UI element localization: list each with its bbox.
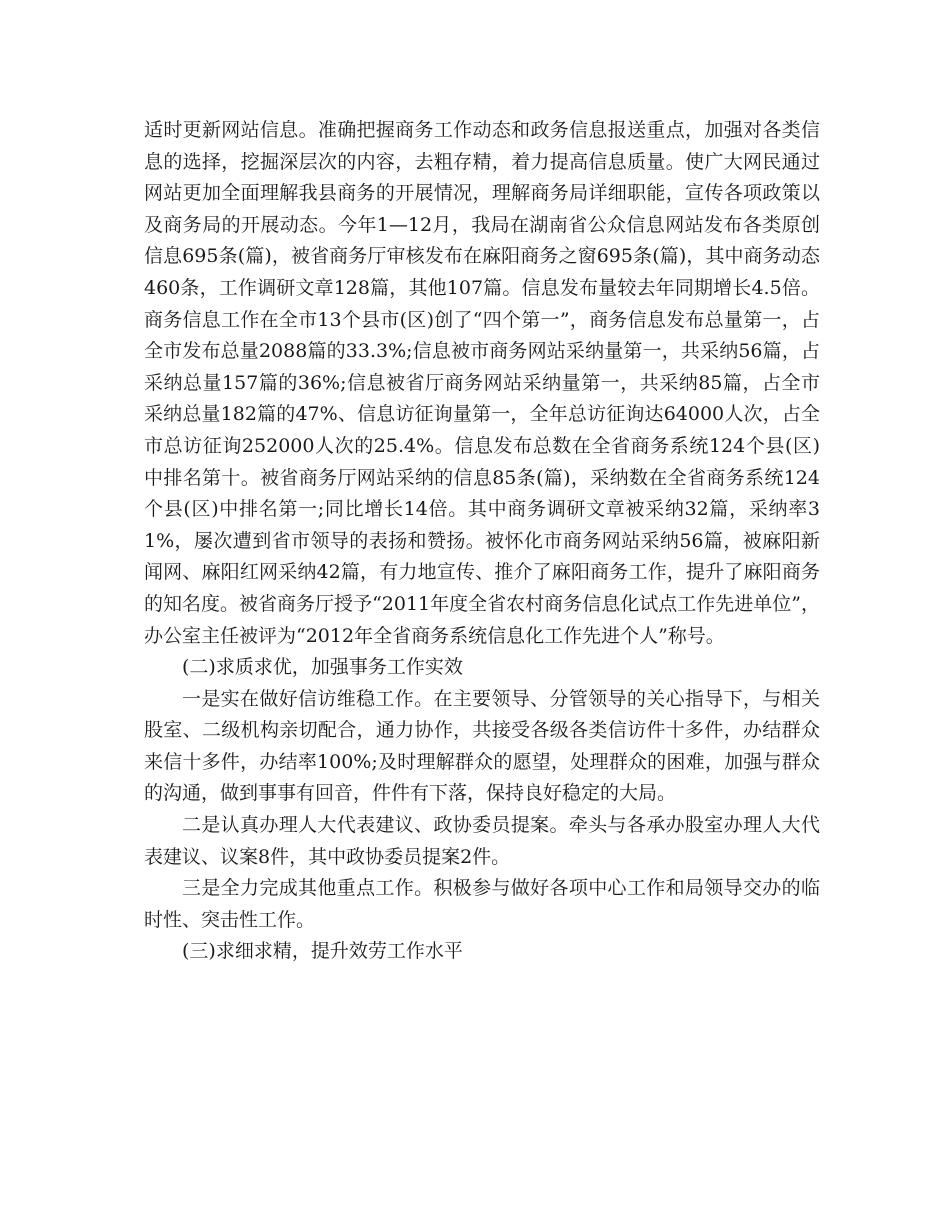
section-heading-2: (二)求质求优，加强事务工作实效 — [182, 656, 463, 679]
paragraph-proposals: 二是认真办理人大代表建议、政协委员提案。牵头与各承办股室办理人大代表建议、议案8件，其中政协委员提案2件。 — [144, 814, 820, 868]
paragraph-other-work: 三是全力完成其他重点工作。积极参与做好各项中心工作和局领导交办的临时性、突击性工作。 — [144, 877, 820, 931]
paragraph-website-info: 适时更新网站信息。准确把握商务工作动态和政务信息报送重点，加强对各类信息的选择，挖掘深层次的内容，去粗存精，着力提高信息质量。使广大网民通过网站更加全面理解我县商务的开展情况，理解商务局详细职能，宣传各项政策以及商务局的开展动态。今年1—12月，我局在湖南省公众信息网站发布各类原创信息695条(篇)，被省商务厅审核发布在麻阳商务之窗695条(篇)，其中商务动态460条，工作调研文章128篇，其他107篇。信息发布量较去年同期增长4.5倍。商务信息工作在全市13个县市(区)创了“四个第一”，商务信息发布总量第一，占全市发布总量2088篇的33.3%;信息被市商务网站采纳量第一，共采纳56篇，占采纳总量157篇的36%;信息被省厅商务网站采纳量第一，共采纳85篇，占全市采纳总量182篇的47%、信息访征询量第一，全年总访征询达64000人次，占全市总访征询252000人次的25.4%。信息发布总数在全省商务系统124个县(区)中排名第十。被省商务厅网站采纳的信息85条(篇)，采纳数在全省商务系统124个县(区)中排名第一;同比增长14倍。其中商务调研文章被采纳32篇，采纳率31%，屡次遭到省市领导的表扬和赞扬。被怀化市商务网站采纳56篇，被麻阳新闻网、麻阳红网采纳42篇，有力地宣传、推介了麻阳商务工作，提升了麻阳商务的知名度。被省商务厅授予“2011年度全省农村商务信息化试点工作先进单位”，办公室主任被评为“2012年全省商务系统信息化工作先进个人”称号。 — [144, 119, 820, 647]
section-heading-3: (三)求细求精，提升效劳工作水平 — [182, 940, 463, 963]
document-body — [144, 115, 820, 968]
paragraph-petition-work: 一是实在做好信访维稳工作。在主要领导、分管领导的关心指导下，与相关股室、二级机构亲切配合，通力协作，共接受各级各类信访件十多件，办结群众来信十多件，办结率100%;及时理解群众的愿望，处理群众的困难，加强与群众的沟通，做到事事有回音，件件有下落，保持良好稳定的大局。 — [144, 687, 820, 805]
